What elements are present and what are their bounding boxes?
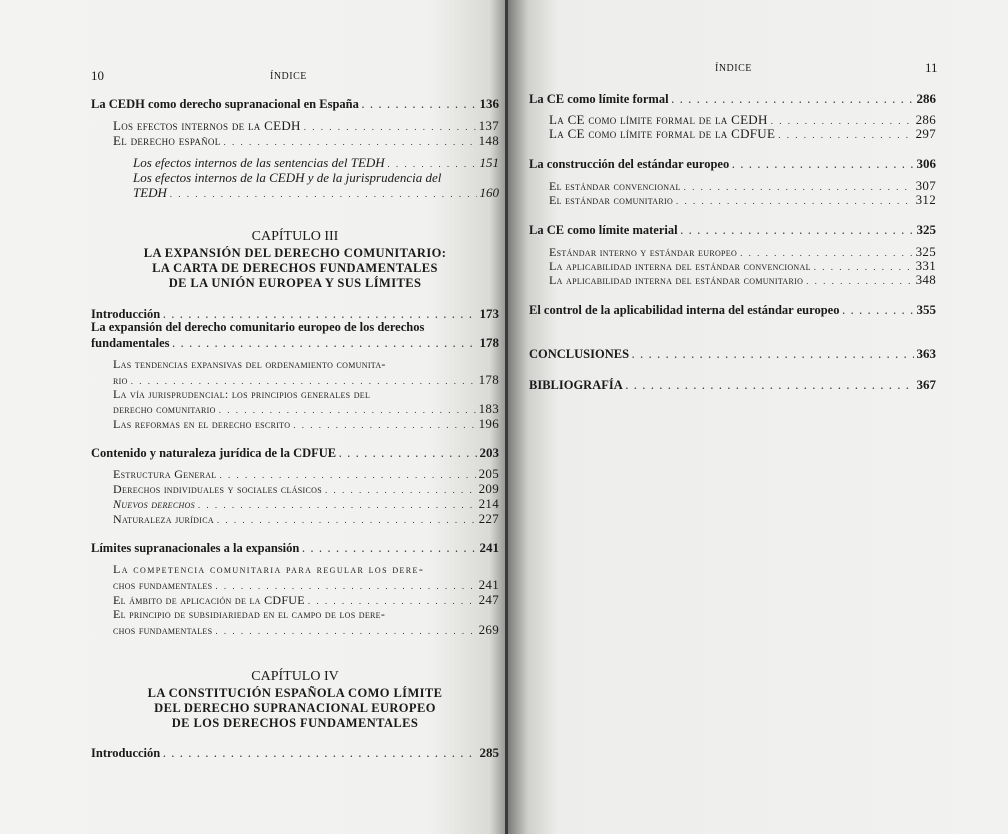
chapter-label: CAPÍTULO IV <box>251 669 339 684</box>
toc-entry: Las reformas en el derecho escrito . . . 196 <box>113 416 499 432</box>
chapter-title-line: LA CONSTITUCIÓN ESPAÑOLA COMO LÍMITE <box>147 686 443 700</box>
toc-entry: Los efectos internos de las sentencias del TEDH . . . 151 <box>133 155 499 171</box>
toc-entry: La aplicabilidad interna del estándar convencional . . . 331 <box>549 258 936 274</box>
toc-entry: chos fundamentales . . . 241 <box>113 577 499 593</box>
toc-entry: Introducción . . . 285 <box>91 745 499 761</box>
toc-entry: El derecho español . . . 148 <box>113 133 499 149</box>
toc-entry: Contenido y naturaleza jurídica de la CDFUE . . . 203 <box>91 445 499 461</box>
toc-entry: BIBLIOGRAFÍA . . . 367 <box>529 377 936 393</box>
toc-entry: Estándar interno y estándar europeo . . . 325 <box>549 244 936 260</box>
toc-entry: La aplicabilidad interna del estándar comunitario . . . 348 <box>549 272 936 288</box>
toc-entry: La CE como límite material . . . 325 <box>529 222 936 238</box>
toc-entry: Límites supranacionales a la expansión . . . 241 <box>91 540 499 556</box>
toc-entry: Los efectos internos de la CEDH . . . 137 <box>113 118 499 134</box>
chapter-title-line: DEL DERECHO SUPRANACIONAL EUROPEO <box>154 701 436 715</box>
toc-entry: La expansión del derecho comunitario europeo de los derechos <box>91 320 425 334</box>
toc-entry: Los efectos internos de la CEDH y de la jurisprudencia del <box>133 170 442 185</box>
toc-entry: Estructura General . . . 205 <box>113 466 499 482</box>
toc-entry: La CE como límite formal de la CDFUE . . . 297 <box>549 126 936 142</box>
toc-entry: Nuevos derechos . . . 214 <box>113 496 499 512</box>
toc-entry: derecho comunitario . . . 183 <box>113 401 499 417</box>
toc-entry: rio . . . 178 <box>113 372 499 388</box>
running-header: ÍNDICE <box>270 71 307 82</box>
chapter-title-line: DE LOS DERECHOS FUNDAMENTALES <box>171 716 419 730</box>
right-page <box>508 0 1008 834</box>
toc-entry: La CE como límite formal . . . 286 <box>529 91 936 107</box>
toc-entry: TEDH . . . 160 <box>133 185 499 201</box>
chapter-title-line: DE LA UNIÓN EUROPEA Y SUS LÍMITES <box>168 276 422 290</box>
toc-entry: Las tendencias expansivas del ordenamiento comunita- <box>113 357 386 371</box>
toc-entry: El estándar comunitario . . . 312 <box>549 192 936 208</box>
toc-entry: La construcción del estándar europeo . . . 306 <box>529 156 936 172</box>
toc-entry: Introducción . . . 173 <box>91 306 499 322</box>
toc-entry: Derechos individuales y sociales clásicos . . . 209 <box>113 481 499 497</box>
toc-entry: El estándar convencional . . . 307 <box>549 178 936 194</box>
toc-entry: fundamentales . . . 178 <box>91 335 499 351</box>
toc-entry: La CE como límite formal de la CEDH . . . 286 <box>549 112 936 128</box>
toc-entry: chos fundamentales . . . 269 <box>113 622 499 638</box>
chapter-label: CAPÍTULO III <box>251 229 339 244</box>
toc-entry: La CEDH como derecho supranacional en España . . . 136 <box>91 96 499 112</box>
page-number: 11 <box>925 60 938 75</box>
toc-entry: La vía jurisprudencial: los principios generales del <box>113 387 371 401</box>
toc-entry: Naturaleza jurídica . . . 227 <box>113 511 499 527</box>
chapter-title-line: LA CARTA DE DERECHOS FUNDAMENTALES <box>152 261 438 275</box>
toc-entry: El principio de subsidiariedad en el campo de los dere- <box>113 607 386 621</box>
page-number: 10 <box>91 68 104 83</box>
toc-entry: La competencia comunitaria para regular los dere- <box>113 562 425 576</box>
toc-entry: El control de la aplicabilidad interna del estándar europeo . . . 355 <box>529 302 936 318</box>
toc-entry: CONCLUSIONES . . . 363 <box>529 346 936 362</box>
running-header: ÍNDICE <box>715 63 752 74</box>
toc-entry: El ámbito de aplicación de la CDFUE . . . 247 <box>113 592 499 608</box>
chapter-title-line: LA EXPANSIÓN DEL DERECHO COMUNITARIO: <box>143 246 447 260</box>
